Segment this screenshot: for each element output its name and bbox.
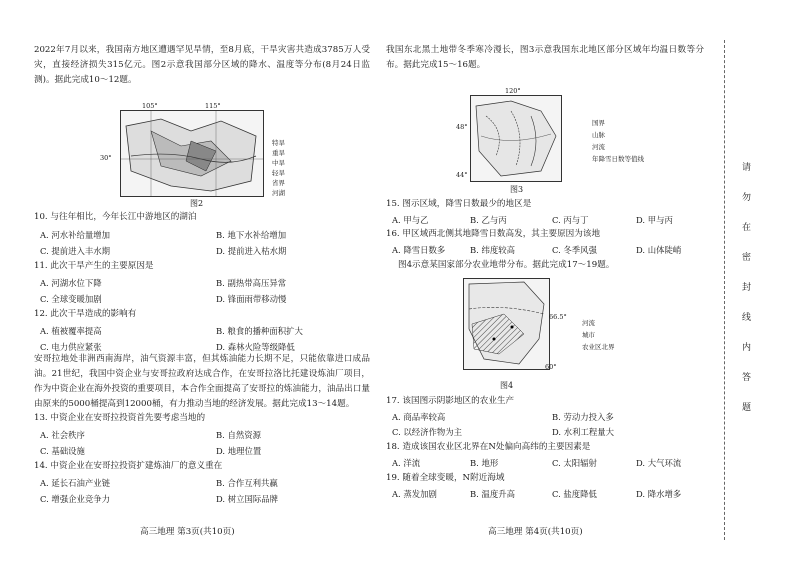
question-18-option-b[interactable]: B. 地形 xyxy=(470,458,499,468)
figure-2-caption: 图2 xyxy=(190,199,204,208)
question-12-option-d[interactable]: D. 森林火险等级降低 xyxy=(216,342,295,352)
seal-char: 答 xyxy=(742,373,752,383)
question-17-option-c[interactable]: C. 以经济作物为主 xyxy=(392,427,463,437)
seal-char: 请 xyxy=(742,163,752,173)
fig3-legend-item: 国界 xyxy=(592,119,605,127)
left-intro: 2022年7月以来，我国南方地区遭遇罕见旱情，至8月底，干旱灾害共造成3785万人受灾，直接经济损失315亿元。图2示意我国部分区域的降水、温度等分布(8月24日监测)。据此完成10～12题。 xyxy=(34,45,370,85)
question-16-option-a[interactable]: A. 降雪日数多 xyxy=(392,245,446,255)
question-11-stem: 11. 此次干旱产生的主要原因是 xyxy=(34,261,154,271)
fig2-legend-item: 河湖 xyxy=(272,189,285,197)
seal-char: 封 xyxy=(742,283,752,293)
question-18-option-a[interactable]: A. 洋流 xyxy=(392,458,421,468)
question-15-option-d[interactable]: D. 甲与丙 xyxy=(636,215,673,225)
fig2-lon-115: 115° xyxy=(205,102,221,110)
question-15-option-b[interactable]: B. 乙与丙 xyxy=(470,215,507,225)
question-17-stem: 17. 该国图示阴影地区的农业生产 xyxy=(386,396,515,406)
seal-char: 密 xyxy=(742,253,752,263)
fig3-lat-48: 48° xyxy=(456,123,468,131)
question-11-option-c[interactable]: C. 全球变暖加剧 xyxy=(40,294,102,304)
seal-line xyxy=(724,40,726,540)
fig2-lat-30: 30° xyxy=(100,154,112,162)
question-10-option-b[interactable]: B. 地下水补给增加 xyxy=(216,230,287,240)
question-16-option-d[interactable]: D. 山体陡峭 xyxy=(636,245,682,255)
fig2-legend-item: 重旱 xyxy=(272,149,285,157)
question-19-option-c[interactable]: C. 盐度降低 xyxy=(552,489,597,499)
question-11-option-a[interactable]: A. 河湖水位下降 xyxy=(40,278,102,288)
question-12-stem: 12. 此次干旱造成的影响有 xyxy=(34,309,137,319)
figure-4-map xyxy=(463,278,550,370)
left-page-footer: 高三地理 第3页(共10页) xyxy=(140,527,235,537)
figure-3-caption: 图3 xyxy=(510,185,524,194)
fig3-legend-item: 年降雪日数等值线 xyxy=(592,155,644,163)
fig4-legend-item: 河流 xyxy=(582,319,595,327)
fig2-legend-item: 轻旱 xyxy=(272,169,285,177)
fig2-legend-item: 特旱 xyxy=(272,139,285,147)
question-12-option-a[interactable]: A. 植被覆率提高 xyxy=(40,326,102,336)
question-10-option-d[interactable]: D. 提前进入枯水期 xyxy=(216,246,287,256)
right-paragraph-2: 图4示意某国家部分农业地带分布。据此完成17～19题。 xyxy=(398,260,615,270)
question-14-option-d[interactable]: D. 树立国际品牌 xyxy=(216,494,278,504)
fig4-lat-60: 60° xyxy=(545,363,557,371)
question-13-option-b[interactable]: B. 自然资源 xyxy=(216,430,261,440)
fig3-lon-120: 120° xyxy=(505,87,521,95)
question-18-stem: 18. 造成该国农业区北界在N处偏向高纬的主要因素是 xyxy=(386,442,591,452)
question-17-option-b[interactable]: B. 劳动力投入多 xyxy=(552,412,614,422)
seal-char: 在 xyxy=(742,223,752,233)
question-14-stem: 14. 中资企业在安哥拉投资扩建炼油厂的意义重在 xyxy=(34,461,223,471)
fig3-legend-item: 山脉 xyxy=(592,131,605,139)
figure-4-map-svg xyxy=(464,279,549,369)
question-15-option-c[interactable]: C. 丙与丁 xyxy=(552,215,589,225)
fig2-legend-item: 中旱 xyxy=(272,159,285,167)
right-intro: 我国东北黑土地带冬季寒冷漫长，图3示意我国东北地区部分区域年均温日数等分布。据此完成15～16题。 xyxy=(386,45,704,70)
question-15-stem: 15. 图示区域，降雪日数最少的地区是 xyxy=(386,199,532,209)
figure-3-map xyxy=(470,95,562,182)
question-19-option-d[interactable]: D. 降水增多 xyxy=(636,489,682,499)
fig2-legend-item: 省界 xyxy=(272,179,285,187)
fig4-legend-item: 城市 xyxy=(582,331,595,339)
left-paragraph-2: 安哥拉地处非洲西南海岸，油气资源丰富，但其炼油能力长期不足，只能依靠进口成品油。21世纪，我国中资企业与安哥拉政府达成合作，在安哥拉洛比托建设炼油厂项目，作为中资企业在海外投资的重要项目，本合作全面提高了安哥拉的炼油能力，油品出口量由原来的5000桶提高到12000桶，有力推动当地的经济发展。据此完成13～14题。 xyxy=(34,354,370,409)
fig4-lat-66-5: 66.5° xyxy=(549,313,567,321)
question-14-option-b[interactable]: B. 合作互利共赢 xyxy=(216,478,278,488)
question-16-option-b[interactable]: B. 纬度较高 xyxy=(470,245,515,255)
question-10-option-a[interactable]: A. 河水补给量增加 xyxy=(40,230,110,240)
question-12-option-c[interactable]: C. 电力供应紧张 xyxy=(40,342,102,352)
question-13-stem: 13. 中资企业在安哥拉投资首先要考虑当地的 xyxy=(34,413,206,423)
question-19-option-b[interactable]: B. 温度升高 xyxy=(470,489,515,499)
seal-char: 题 xyxy=(742,403,752,413)
question-10-stem: 10. 与往年相比，今年长江中游地区的湖泊 xyxy=(34,212,197,222)
question-13-option-c[interactable]: C. 基础设施 xyxy=(40,446,85,456)
right-page-footer: 高三地理 第4页(共10页) xyxy=(488,527,583,537)
question-14-option-c[interactable]: C. 增强企业竞争力 xyxy=(40,494,111,504)
question-13-option-a[interactable]: A. 社会秩序 xyxy=(40,430,85,440)
question-16-stem: 16. 甲区域西北侧其地降雪日数高发，其主要原因为该地 xyxy=(386,229,601,239)
fig3-lat-44: 44° xyxy=(456,171,468,179)
figure-4-caption: 图4 xyxy=(500,381,514,390)
figure-2-map xyxy=(120,110,264,197)
question-13-option-d[interactable]: D. 地理位置 xyxy=(216,446,262,456)
fig3-legend-item: 河流 xyxy=(592,143,605,151)
fig2-lon-105: 105° xyxy=(142,102,158,110)
fig4-legend-item: 农业区北界 xyxy=(582,343,615,351)
question-11-option-d[interactable]: D. 锋面雨带移动慢 xyxy=(216,294,287,304)
question-16-option-c[interactable]: C. 冬季风强 xyxy=(552,245,597,255)
question-14-option-a[interactable]: A. 延长石油产业链 xyxy=(40,478,110,488)
seal-char: 线 xyxy=(742,313,752,323)
question-17-option-d[interactable]: D. 水利工程量大 xyxy=(552,427,614,437)
question-11-option-b[interactable]: B. 副热带高压异常 xyxy=(216,278,287,288)
question-18-option-c[interactable]: C. 太阳辐射 xyxy=(552,458,597,468)
question-17-option-a[interactable]: A. 商品率较高 xyxy=(392,412,446,422)
question-10-option-c[interactable]: C. 提前进入丰水期 xyxy=(40,246,111,256)
seal-char: 内 xyxy=(742,343,752,353)
figure-2-map-svg xyxy=(121,111,263,196)
question-19-option-a[interactable]: A. 蒸发加剧 xyxy=(392,489,437,499)
question-15-option-a[interactable]: A. 甲与乙 xyxy=(392,215,429,225)
figure-3-map-svg xyxy=(471,96,561,181)
question-12-option-b[interactable]: B. 粮食的播种面积扩大 xyxy=(216,326,303,336)
question-19-stem: 19. 随着全球变暖，N附近海域 xyxy=(386,473,505,483)
seal-char: 勿 xyxy=(742,193,752,203)
question-18-option-d[interactable]: D. 大气环流 xyxy=(636,458,682,468)
